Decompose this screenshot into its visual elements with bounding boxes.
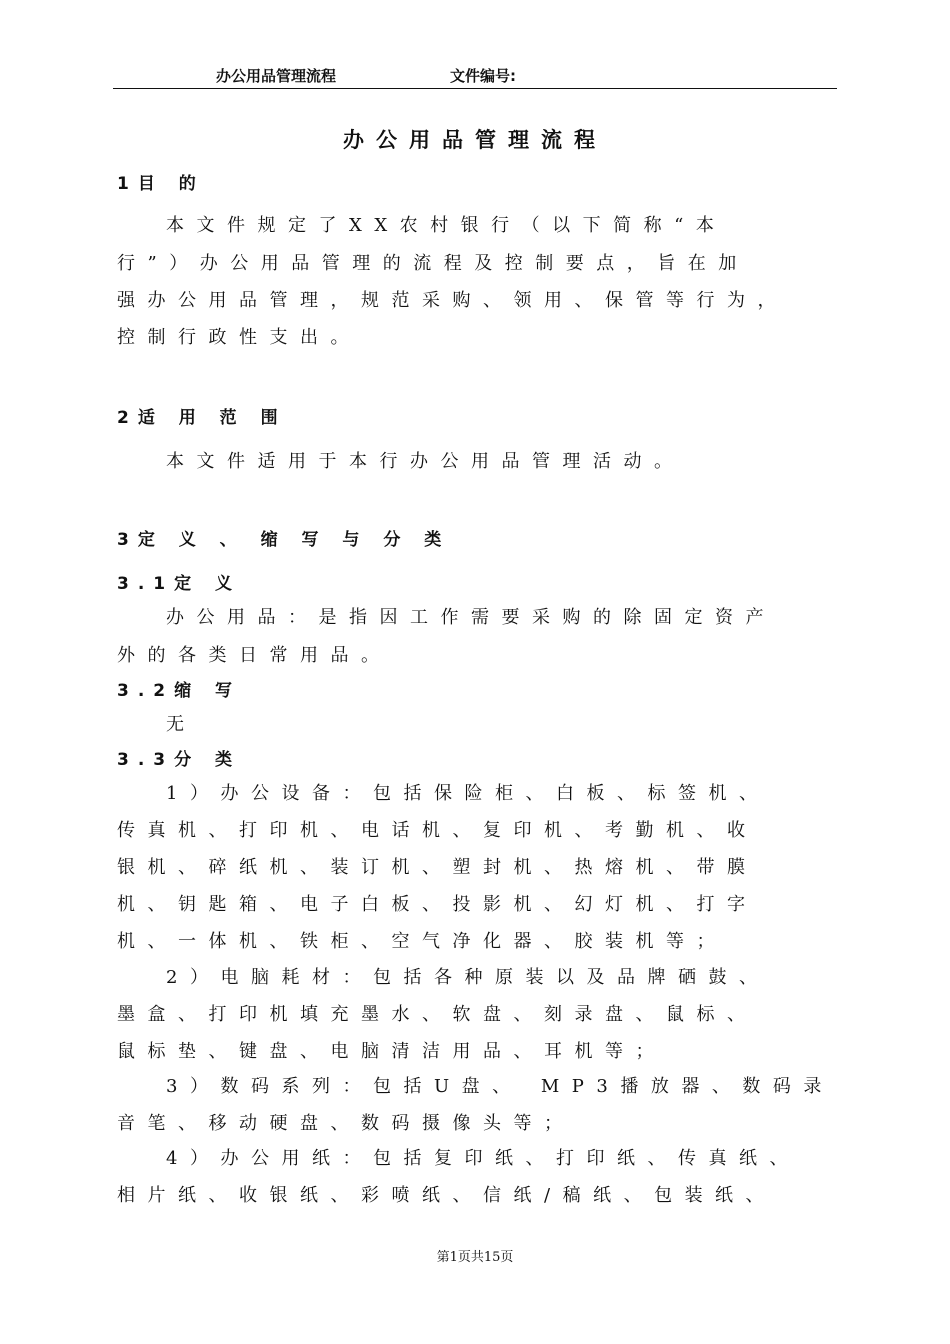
- section-3-3-line-2: 传真机、打印机、电话机、复印机、考勤机、收: [117, 820, 758, 841]
- header-title: 办公用品管理流程: [216, 67, 337, 85]
- section-3-3-line-12: 相片纸、收银纸、彩喷纸、信纸/稿纸、包装纸、: [117, 1185, 777, 1206]
- section-2-heading: 2适 用 范 围: [117, 408, 287, 428]
- section-3-3-line-3: 银机、碎纸机、装订机、塑封机、热熔机、带膜: [117, 857, 758, 878]
- section-3-3-line-7: 墨盒、打印机填充墨水、软盘、刻录盘、鼠标、: [117, 1004, 758, 1025]
- section-1-line-2: 行”）办公用品管理的流程及控制要点，旨在加: [117, 253, 749, 274]
- section-1-heading: 1目 的: [117, 174, 205, 194]
- section-1-line-1: 本文件规定了XX农村银行（以下简称“本: [166, 215, 727, 236]
- section-3-1-heading: 3.1定 义: [117, 574, 242, 594]
- section-3-1-line-1: 办公用品：是指因工作需要采购的除固定资产: [166, 607, 776, 628]
- section-3-heading: 3定 义 、 缩 写 与 分 类: [117, 530, 451, 550]
- document-title: 办公用品管理流程: [343, 128, 607, 152]
- section-3-3-line-8: 鼠标垫、键盘、电脑清洁用品、耳机等；: [117, 1041, 666, 1062]
- section-3-3-line-11: 4）办公用纸：包括复印纸、打印纸、传真纸、: [166, 1148, 800, 1169]
- section-3-3-line-5: 机、一体机、铁柜、空气净化器、胶装机等；: [117, 931, 727, 952]
- header-doc-number-label: 文件编号:: [450, 67, 516, 85]
- section-3-3-heading: 3.3分 类: [117, 750, 242, 770]
- section-3-3-line-9: 3）数码系列：包括U盘、 MP3播放器、数码录: [166, 1076, 834, 1097]
- section-3-1-line-2: 外的各类日常用品。: [117, 645, 392, 666]
- section-3-3-line-6: 2）电脑耗材：包括各种原装以及品牌硒鼓、: [166, 967, 770, 988]
- section-1-line-3: 强办公用品管理，规范采购、领用、保管等行为，: [117, 290, 788, 311]
- section-3-3-line-4: 机、钥匙箱、电子白板、投影机、幻灯机、打字: [117, 894, 758, 915]
- section-3-3-line-1: 1）办公设备：包括保险柜、白板、标签机、: [166, 783, 770, 804]
- page-header: [113, 62, 837, 89]
- section-3-2-heading: 3.2缩 写: [117, 681, 242, 701]
- page-footer: 第1页共15页: [436, 1250, 514, 1265]
- section-1-line-4: 控制行政性支出。: [117, 327, 361, 348]
- section-2-line-1: 本文件适用于本行办公用品管理活动。: [166, 451, 685, 472]
- section-3-2-line-1: 无: [166, 714, 197, 735]
- section-3-3-line-10: 音笔、移动硬盘、数码摄像头等；: [117, 1113, 575, 1134]
